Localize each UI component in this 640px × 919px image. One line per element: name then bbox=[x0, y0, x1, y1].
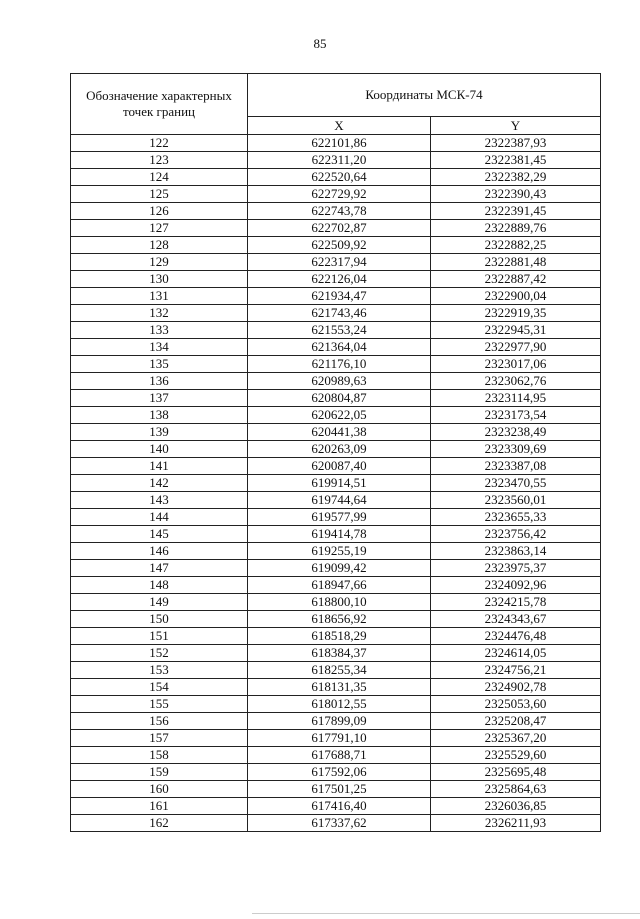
cell-x: 622126,04 bbox=[248, 271, 431, 288]
cell-y: 2323863,14 bbox=[431, 543, 601, 560]
table-row bbox=[71, 186, 601, 203]
cell-point: 142 bbox=[71, 475, 248, 492]
cell-x: 618518,29 bbox=[248, 628, 431, 645]
cell-y: 2322919,35 bbox=[431, 305, 601, 322]
cell-point: 148 bbox=[71, 577, 248, 594]
cell-point: 138 bbox=[71, 407, 248, 424]
cell-y: 2323309,69 bbox=[431, 441, 601, 458]
table-row bbox=[71, 322, 601, 339]
cell-y: 2323062,76 bbox=[431, 373, 601, 390]
table-row bbox=[71, 713, 601, 730]
cell-y: 2322391,45 bbox=[431, 203, 601, 220]
cell-point: 139 bbox=[71, 424, 248, 441]
cell-x: 622101,86 bbox=[248, 135, 431, 152]
cell-x: 619577,99 bbox=[248, 509, 431, 526]
cell-y: 2324756,21 bbox=[431, 662, 601, 679]
cell-point: 129 bbox=[71, 254, 248, 271]
cell-y: 2324215,78 bbox=[431, 594, 601, 611]
cell-point: 140 bbox=[71, 441, 248, 458]
cell-x: 622311,20 bbox=[248, 152, 431, 169]
cell-x: 620622,05 bbox=[248, 407, 431, 424]
cell-y: 2323173,54 bbox=[431, 407, 601, 424]
table-row bbox=[71, 747, 601, 764]
table-row bbox=[71, 560, 601, 577]
table-row bbox=[71, 339, 601, 356]
cell-y: 2325053,60 bbox=[431, 696, 601, 713]
header-y: Y bbox=[431, 117, 601, 135]
coordinates-table bbox=[70, 73, 601, 832]
cell-point: 154 bbox=[71, 679, 248, 696]
cell-point: 123 bbox=[71, 152, 248, 169]
cell-point: 134 bbox=[71, 339, 248, 356]
cell-x: 619414,78 bbox=[248, 526, 431, 543]
cell-y: 2322882,25 bbox=[431, 237, 601, 254]
cell-point: 161 bbox=[71, 798, 248, 815]
table-row bbox=[71, 798, 601, 815]
cell-x: 622509,92 bbox=[248, 237, 431, 254]
table-row bbox=[71, 288, 601, 305]
cell-point: 144 bbox=[71, 509, 248, 526]
cell-y: 2326036,85 bbox=[431, 798, 601, 815]
cell-y: 2322390,43 bbox=[431, 186, 601, 203]
table-row bbox=[71, 475, 601, 492]
table-row bbox=[71, 135, 601, 152]
table-row bbox=[71, 203, 601, 220]
cell-x: 618012,55 bbox=[248, 696, 431, 713]
page-edge-divider bbox=[252, 913, 640, 914]
table-row bbox=[71, 220, 601, 237]
cell-point: 155 bbox=[71, 696, 248, 713]
cell-x: 618384,37 bbox=[248, 645, 431, 662]
cell-x: 617416,40 bbox=[248, 798, 431, 815]
cell-x: 620087,40 bbox=[248, 458, 431, 475]
cell-point: 130 bbox=[71, 271, 248, 288]
cell-y: 2323387,08 bbox=[431, 458, 601, 475]
table-row bbox=[71, 662, 601, 679]
cell-point: 147 bbox=[71, 560, 248, 577]
cell-point: 152 bbox=[71, 645, 248, 662]
table-row bbox=[71, 730, 601, 747]
cell-y: 2322945,31 bbox=[431, 322, 601, 339]
cell-point: 135 bbox=[71, 356, 248, 373]
cell-y: 2325529,60 bbox=[431, 747, 601, 764]
header-coordinates-group: Координаты МСК-74 bbox=[248, 74, 601, 117]
cell-point: 122 bbox=[71, 135, 248, 152]
cell-y: 2323756,42 bbox=[431, 526, 601, 543]
table-row bbox=[71, 492, 601, 509]
cell-y: 2322900,04 bbox=[431, 288, 601, 305]
cell-point: 141 bbox=[71, 458, 248, 475]
table-row bbox=[71, 509, 601, 526]
cell-y: 2325695,48 bbox=[431, 764, 601, 781]
cell-x: 620441,38 bbox=[248, 424, 431, 441]
cell-x: 617501,25 bbox=[248, 781, 431, 798]
cell-y: 2322381,45 bbox=[431, 152, 601, 169]
table-header bbox=[71, 74, 601, 135]
cell-point: 127 bbox=[71, 220, 248, 237]
cell-x: 619255,19 bbox=[248, 543, 431, 560]
cell-x: 617899,09 bbox=[248, 713, 431, 730]
cell-point: 124 bbox=[71, 169, 248, 186]
table-row bbox=[71, 407, 601, 424]
cell-y: 2322977,90 bbox=[431, 339, 601, 356]
cell-x: 618131,35 bbox=[248, 679, 431, 696]
cell-x: 617791,10 bbox=[248, 730, 431, 747]
table-body bbox=[71, 135, 601, 832]
table-row bbox=[71, 152, 601, 169]
cell-x: 619744,64 bbox=[248, 492, 431, 509]
cell-x: 617592,06 bbox=[248, 764, 431, 781]
table-row bbox=[71, 815, 601, 832]
cell-point: 136 bbox=[71, 373, 248, 390]
cell-x: 622729,92 bbox=[248, 186, 431, 203]
cell-point: 156 bbox=[71, 713, 248, 730]
cell-y: 2324902,78 bbox=[431, 679, 601, 696]
cell-y: 2323655,33 bbox=[431, 509, 601, 526]
cell-y: 2323470,55 bbox=[431, 475, 601, 492]
cell-x: 618255,34 bbox=[248, 662, 431, 679]
cell-y: 2323238,49 bbox=[431, 424, 601, 441]
cell-point: 137 bbox=[71, 390, 248, 407]
cell-y: 2323114,95 bbox=[431, 390, 601, 407]
cell-y: 2322889,76 bbox=[431, 220, 601, 237]
cell-point: 125 bbox=[71, 186, 248, 203]
cell-x: 622743,78 bbox=[248, 203, 431, 220]
cell-y: 2324092,96 bbox=[431, 577, 601, 594]
cell-x: 621176,10 bbox=[248, 356, 431, 373]
cell-y: 2323975,37 bbox=[431, 560, 601, 577]
table-row bbox=[71, 390, 601, 407]
cell-point: 128 bbox=[71, 237, 248, 254]
table-row bbox=[71, 271, 601, 288]
cell-point: 151 bbox=[71, 628, 248, 645]
cell-point: 153 bbox=[71, 662, 248, 679]
cell-point: 149 bbox=[71, 594, 248, 611]
cell-y: 2322387,93 bbox=[431, 135, 601, 152]
table-row bbox=[71, 237, 601, 254]
cell-y: 2324476,48 bbox=[431, 628, 601, 645]
cell-point: 145 bbox=[71, 526, 248, 543]
cell-y: 2322887,42 bbox=[431, 271, 601, 288]
header-x: X bbox=[248, 117, 431, 135]
table-row bbox=[71, 424, 601, 441]
cell-point: 131 bbox=[71, 288, 248, 305]
cell-x: 618800,10 bbox=[248, 594, 431, 611]
cell-x: 620804,87 bbox=[248, 390, 431, 407]
cell-y: 2325367,20 bbox=[431, 730, 601, 747]
cell-point: 143 bbox=[71, 492, 248, 509]
cell-x: 619914,51 bbox=[248, 475, 431, 492]
table-row bbox=[71, 628, 601, 645]
cell-x: 621364,04 bbox=[248, 339, 431, 356]
cell-x: 622702,87 bbox=[248, 220, 431, 237]
table-row bbox=[71, 543, 601, 560]
cell-y: 2324614,05 bbox=[431, 645, 601, 662]
table-row bbox=[71, 577, 601, 594]
cell-x: 619099,42 bbox=[248, 560, 431, 577]
cell-point: 162 bbox=[71, 815, 248, 832]
cell-point: 160 bbox=[71, 781, 248, 798]
cell-x: 621934,47 bbox=[248, 288, 431, 305]
cell-point: 159 bbox=[71, 764, 248, 781]
table-row bbox=[71, 254, 601, 271]
cell-point: 157 bbox=[71, 730, 248, 747]
table-row bbox=[71, 645, 601, 662]
cell-x: 622317,94 bbox=[248, 254, 431, 271]
page-number: 85 bbox=[313, 36, 327, 51]
table-row bbox=[71, 594, 601, 611]
table-row bbox=[71, 611, 601, 628]
table-row bbox=[71, 373, 601, 390]
cell-y: 2323560,01 bbox=[431, 492, 601, 509]
cell-point: 158 bbox=[71, 747, 248, 764]
cell-x: 621743,46 bbox=[248, 305, 431, 322]
cell-x: 620263,09 bbox=[248, 441, 431, 458]
cell-x: 620989,63 bbox=[248, 373, 431, 390]
cell-y: 2322881,48 bbox=[431, 254, 601, 271]
table-row bbox=[71, 679, 601, 696]
cell-y: 2323017,06 bbox=[431, 356, 601, 373]
header-point-designation: Обозначение характерных точек границ bbox=[71, 74, 248, 135]
table-row bbox=[71, 781, 601, 798]
cell-x: 621553,24 bbox=[248, 322, 431, 339]
cell-point: 132 bbox=[71, 305, 248, 322]
cell-x: 617337,62 bbox=[248, 815, 431, 832]
table-row bbox=[71, 305, 601, 322]
table-row bbox=[71, 356, 601, 373]
table-row bbox=[71, 441, 601, 458]
cell-y: 2325864,63 bbox=[431, 781, 601, 798]
table-row bbox=[71, 169, 601, 186]
cell-x: 622520,64 bbox=[248, 169, 431, 186]
cell-point: 146 bbox=[71, 543, 248, 560]
cell-y: 2322382,29 bbox=[431, 169, 601, 186]
cell-y: 2325208,47 bbox=[431, 713, 601, 730]
table-row bbox=[71, 458, 601, 475]
cell-point: 150 bbox=[71, 611, 248, 628]
cell-x: 617688,71 bbox=[248, 747, 431, 764]
cell-point: 133 bbox=[71, 322, 248, 339]
cell-y: 2326211,93 bbox=[431, 815, 601, 832]
table-row bbox=[71, 696, 601, 713]
table-row bbox=[71, 764, 601, 781]
cell-y: 2324343,67 bbox=[431, 611, 601, 628]
table-row bbox=[71, 526, 601, 543]
cell-point: 126 bbox=[71, 203, 248, 220]
cell-x: 618947,66 bbox=[248, 577, 431, 594]
cell-x: 618656,92 bbox=[248, 611, 431, 628]
